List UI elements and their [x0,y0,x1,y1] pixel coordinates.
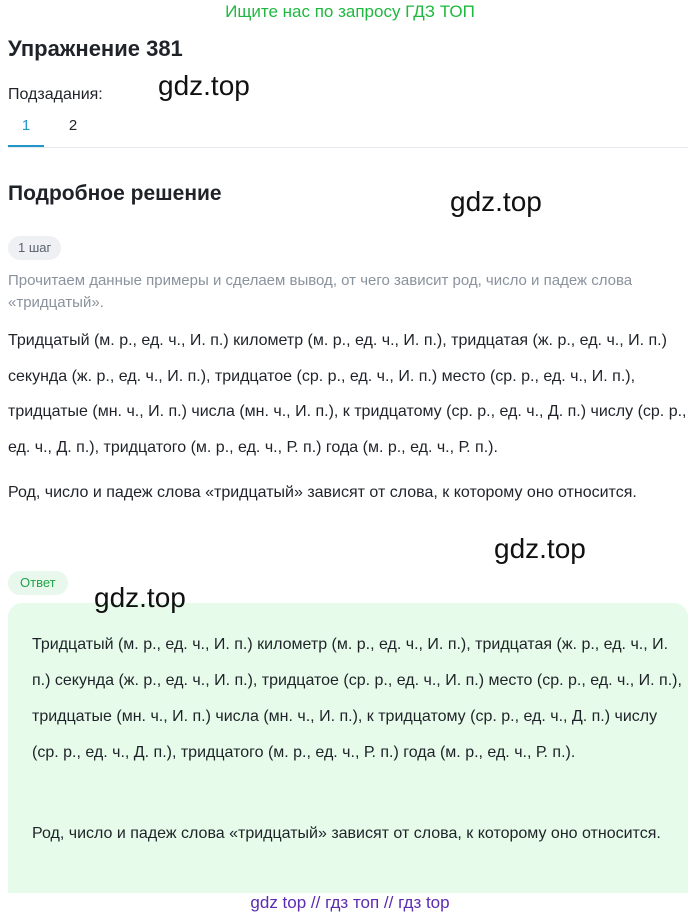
watermark: gdz.top [450,186,542,217]
watermark: gdz.top [94,582,186,613]
subtask-tabs [8,116,688,148]
watermark: gdz.top [158,70,250,101]
search-promo-banner: Ищите нас по запросу ГДЗ ТОП [225,2,475,21]
exercise-title: Упражнение 381 [8,36,183,61]
subtasks-label: Подзадания: [8,86,103,103]
step-badge: 1 шаг [8,236,61,260]
answer-text: Тридцатый (м. р., ед. ч., И. п.) километр (м. р., ед. ч., И. п.), тридцатая (ж. р., ед. ч., И. п.) секунда (ж. р., ед. ч., И. п.), тридцатое (ср. р., ед. ч., И. п.) место (ср. р., ед. ч., И. п.), тридцатые (мн. ч., И. п.) числа (мн. ч., И. п.), к тридцатому (ср. р., ед. ч., Д. п.) числу (ср. р., ед. ч., Д. п.), тридцатого (м. р., ед. ч., Р. п.) года (м. р., ед. ч., Р. п.). [32,636,682,761]
solution-conclusion: Род, число и падеж слова «тридцатый» зависят от слова, к которому оно относится. [8,484,637,501]
detailed-solution-heading: Подробное решение [8,182,222,205]
answer-conclusion: Род, число и падеж слова «тридцатый» зависят от слова, к которому оно относится. [32,825,661,842]
solution-text: Тридцатый (м. р., ед. ч., И. п.) километр (м. р., ед. ч., И. п.), тридцатая (ж. р., ед. ч., И. п.) секунда (ж. р., ед. ч., И. п.), тридцатое (ср. р., ед. ч., И. п.) место (ср. р., ед. ч., И. п.), тридцатые (мн. ч., И. п.) числа (мн. ч., И. п.), к тридцатому (ср. р., ед. ч., Д. п.) числу (ср. р., ед. ч., Д. п.), тридцатого (м. р., ед. ч., Р. п.) года (м. р., ед. ч., Р. п.). [8,332,687,456]
watermark: gdz.top [494,533,586,564]
tab-subtask-1[interactable]: 1 [8,116,44,147]
footer-links: gdz top // гдз топ // гдз top [250,893,450,912]
answer-badge: Ответ [8,571,68,595]
tab-subtask-2[interactable]: 2 [68,117,78,134]
solution-intro: Прочитаем данные примеры и сделаем вывод, от чего зависит род, число и падеж слова «тридцатый». [8,272,633,311]
